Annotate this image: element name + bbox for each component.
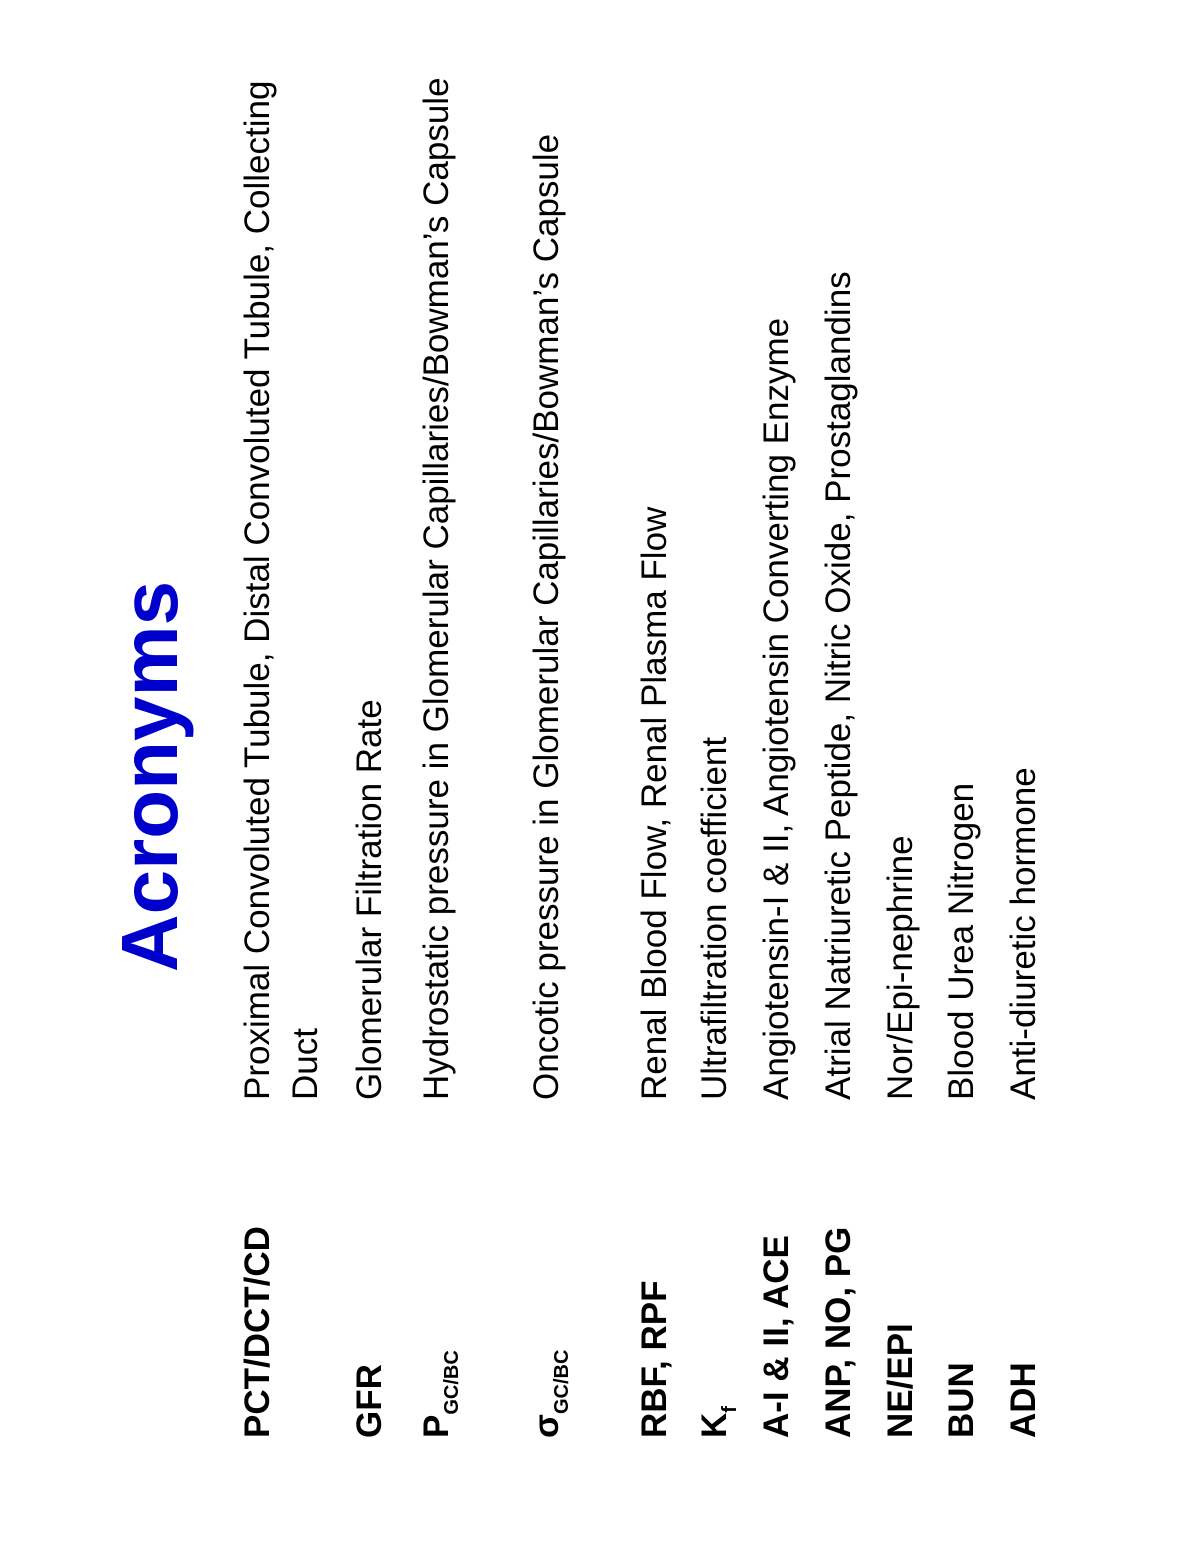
acronym-term: PCT/DCT/CD bbox=[238, 1226, 277, 1438]
acronym-definition: Angiotensin-I & II, Angiotensin Converting Enzyme bbox=[757, 317, 796, 1100]
acronym-term: NE/EPI bbox=[881, 1323, 920, 1438]
acronym-term: $\sigma_{GC/BC}$ bbox=[527, 1349, 573, 1438]
acronym-term: $P_{GC/BC}$ bbox=[417, 1350, 463, 1438]
acronym-term: ANP, NO, PG bbox=[819, 1226, 858, 1438]
acronym-definition: Hydrostatic pressure in Glomerular Capillaries/Bowman’s Capsule bbox=[417, 77, 456, 1100]
acronym-definition: Nor/Epi-nephrine bbox=[881, 835, 920, 1100]
acronym-definition: Blood Urea Nitrogen bbox=[942, 782, 981, 1100]
acronym-definition: Atrial Natriuretic Peptide, Nitric Oxide, Prostaglandins bbox=[819, 271, 858, 1100]
acronym-definition: Oncotic pressure in Glomerular Capillaries/Bowman’s Capsule bbox=[527, 133, 566, 1100]
acronym-definition: Proximal Convoluted Tubule, Distal Convoluted Tubule, Collecting Duct bbox=[238, 80, 325, 1100]
acronym-term: GFR bbox=[350, 1364, 389, 1438]
acronym-term: ADH bbox=[1004, 1362, 1043, 1438]
acronym-definition: Anti-diuretic hormone bbox=[1004, 767, 1043, 1100]
acronym-definition: Ultrafiltration coefficient bbox=[695, 736, 734, 1100]
acronym-term: RBF, RPF bbox=[635, 1280, 674, 1438]
acronym-definition: Renal Blood Flow, Renal Plasma Flow bbox=[635, 506, 674, 1100]
acronym-term: $K_f$ bbox=[695, 1406, 741, 1438]
acronym-term: A-I & II, ACE bbox=[757, 1235, 796, 1438]
acronym-term: BUN bbox=[942, 1362, 981, 1438]
page-title: Acronyms bbox=[105, 580, 194, 973]
acronym-definition: Glomerular Filtration Rate bbox=[350, 699, 389, 1100]
